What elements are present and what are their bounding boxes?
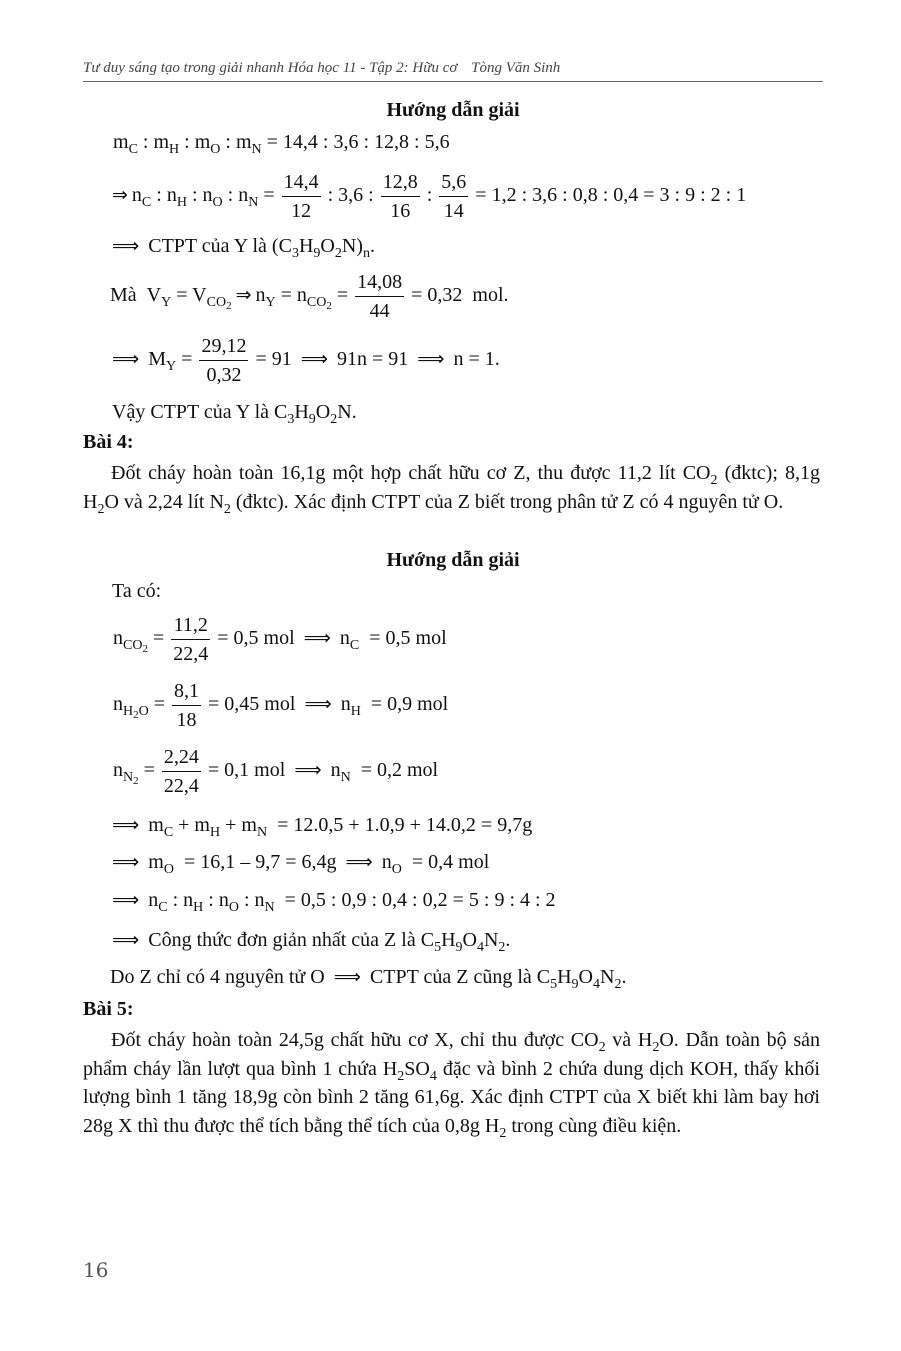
implies-icon: ⟹ <box>417 348 445 371</box>
book-title: Tư duy sáng tạo trong giải nhanh Hóa học 11 - Tập 2: Hữu cơ <box>83 60 458 76</box>
mass-sum-line: ⟹ $m_C + m_H + m_N = 12.0,5 + 1.0,9 + 14.0,2 = 9,7g$ <box>112 814 533 840</box>
fraction: $\frac{11,2}{22,4}$ <box>171 611 210 668</box>
implies-icon: ⟹ <box>112 929 140 951</box>
mass-ratio-line: $m_C$ : $m_H$ : $m_O$ : $m_N = 14,4$ : 3,6 : 12,8 : 5,6 <box>113 131 450 157</box>
implies-icon: ⟹ <box>112 889 140 911</box>
solution-heading-1: Hướng dẫn giải <box>386 99 520 121</box>
ctpt-general-line: ⟹ CTPT của Y là $(C_3H_9O_2N)_n$. <box>112 235 375 261</box>
co2-line: $n_{CO_2}$ = $\frac{11,2}{22,4}$ = 0,5 mol ⟹ $n_C = 0,5$ mol <box>113 611 447 668</box>
ratio-line: ⟹ $n_C$ : $n_H$ : $n_O$ : $n_N = 0,5$ : 0,9 : 0,4 : 0,2 = 5 : 9 : 4 : 2 <box>112 889 556 915</box>
ta-co: Ta có: <box>112 580 162 602</box>
fraction: $\frac{5,6}{14}$ <box>439 168 468 225</box>
implies-icon: ⟹ <box>112 235 140 257</box>
fraction: $\frac{29,12}{0,32}$ <box>199 332 248 389</box>
implies-icon: ⇒ <box>112 184 128 207</box>
implies-icon: ⟹ <box>333 966 361 988</box>
bai5-title: Bài 5: <box>83 998 134 1020</box>
mole-ratio-line: ⇒ $n_C$ : $n_H$ : $n_O$ : $n_N$ = $\frac{14,4}{12}$ : 3,6 : $\frac{12,8}{16}$ : $\frac{5,6}{14}$ = 1,2 : 3,6 : 0,8 : 0,4 = 3 : 9 : 2 : 1 <box>112 168 746 225</box>
simplest-formula-line: ⟹ Công thức đơn giản nhất của Z là $C_5H_9O_4N_2$. <box>112 929 511 955</box>
implies-icon: ⟹ <box>300 348 328 371</box>
fraction: $\frac{12,8}{16}$ <box>381 168 420 225</box>
fraction: $\frac{14,08}{44}$ <box>355 268 404 325</box>
bai4-problem: Đốt cháy hoàn toàn 16,1g một hợp chất hữu cơ Z, thu được 11,2 lít $CO_2$ (đktc); 8,1g $H_2O$ và 2,24 lít $N_2$ (đktc). Xác định CTPT của Z biết trong phân tử Z có 4 nguyên tử O. <box>83 462 820 517</box>
bai4-title: Bài 4: <box>83 431 134 453</box>
implies-icon: ⟹ <box>112 348 140 371</box>
bai5-problem: Đốt cháy hoàn toàn 24,5g chất hữu cơ X, chỉ thu được $CO_2$ và $H_2O$. Dẫn toàn bộ sản phẩm cháy lần lượt qua bình 1 chứa $H_2SO_4$ đặc và bình 2 chứa dung dịch KOH, thấy khối lượng bình 1 tăng 18,9g còn bình 2 tăng 61,6g. Xác định CTPT của X biết khi làm bay hơi 28g X thì thu được thể tích bằng thể tích của 0,8g $H_2$ trong cùng điều kiện. <box>83 1029 821 1141</box>
ma-line: Mà $V_Y = V_{CO_2}$ ⇒ $n_Y = n_{CO_2}$ = $\frac{14,08}{44}$ = 0,32 mol. <box>110 268 509 325</box>
n2-line: $n_{N_2}$ = $\frac{2,24}{22,4}$ = 0,1 mol ⟹ $n_N = 0,2$ mol <box>113 743 438 800</box>
fraction: $\frac{8,1}{18}$ <box>172 677 201 734</box>
part1-conclusion: Vậy CTPT của Y là $C_3H_9O_2N$. <box>112 401 357 427</box>
solution-heading-2: Hướng dẫn giải <box>386 549 520 571</box>
implies-icon: ⟹ <box>294 759 322 782</box>
implies-icon: ⇒ <box>235 284 252 307</box>
fraction: $\frac{14,4}{12}$ <box>282 168 321 225</box>
implies-icon: ⟹ <box>112 851 140 873</box>
bai4-final-line: Do Z chỉ có 4 nguyên tử O ⟹ CTPT của Z cũng là $C_5H_9O_4N_2$. <box>110 966 627 992</box>
implies-icon: ⟹ <box>112 814 140 836</box>
page-number: 16 <box>83 1258 109 1282</box>
mass-o-line: ⟹ $m_O = 16,1 - 9,7 = 6,4g$ ⟹ $n_O = 0,4$ mol <box>112 851 490 877</box>
implies-icon: ⟹ <box>303 627 331 650</box>
implies-icon: ⟹ <box>345 851 373 873</box>
my-line: ⟹ $M_Y$ = $\frac{29,12}{0,32}$ = 91 ⟹ 91n = 91 ⟹ n = 1. <box>112 332 500 389</box>
header-rule <box>83 81 823 82</box>
implies-icon: ⟹ <box>304 693 332 716</box>
h2o-line: $n_{H_2O}$ = $\frac{8,1}{18}$ = 0,45 mol ⟹ $n_H = 0,9$ mol <box>113 677 448 734</box>
running-header <box>83 60 823 77</box>
author-name: Tòng Văn Sinh <box>471 60 561 76</box>
fraction: $\frac{2,24}{22,4}$ <box>162 743 201 800</box>
